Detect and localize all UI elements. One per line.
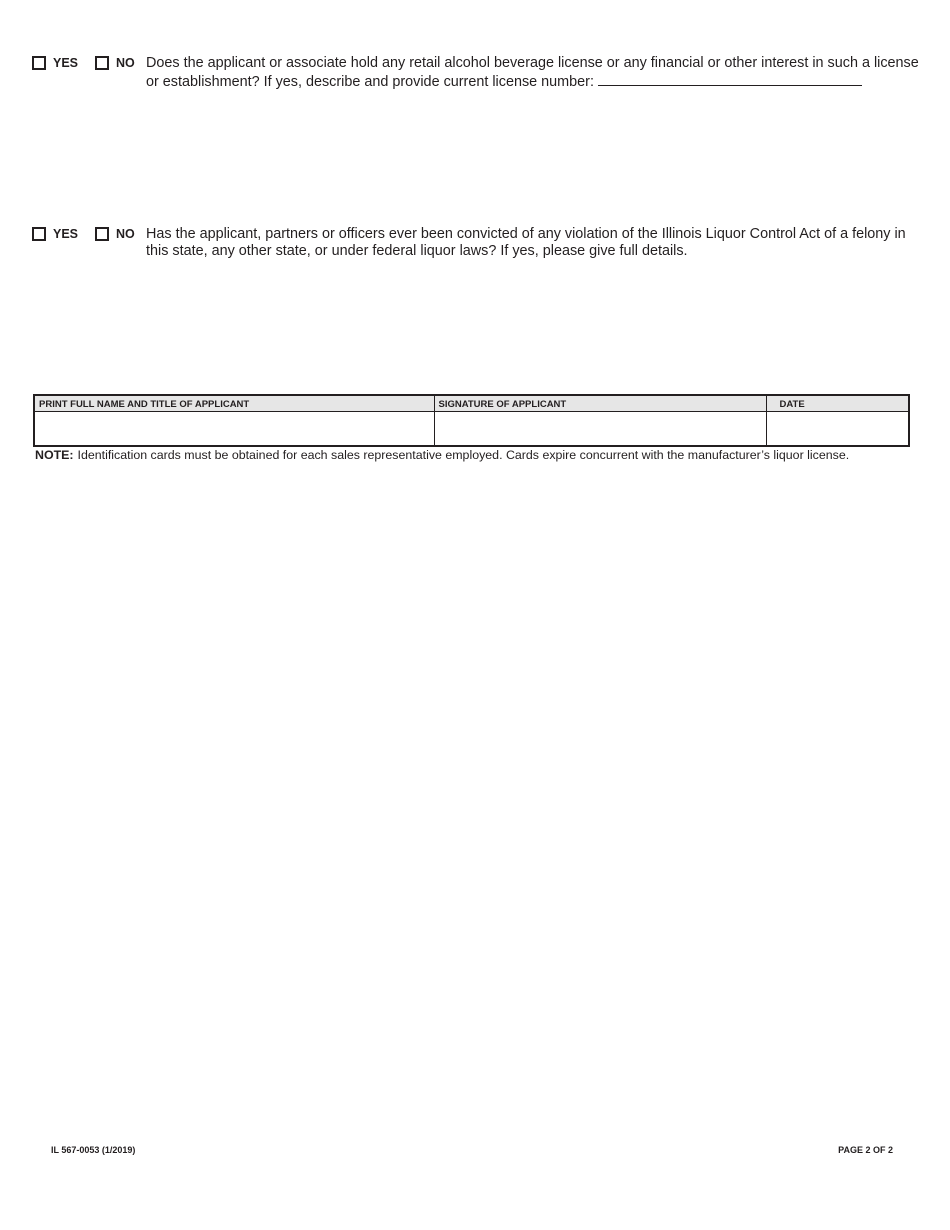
applicant-signature-field[interactable] bbox=[434, 412, 766, 447]
q1-no-checkbox[interactable] bbox=[95, 56, 109, 70]
signature-table-input-row bbox=[34, 412, 909, 447]
q1-yes-checkbox[interactable] bbox=[32, 56, 46, 70]
q1-no-option[interactable] bbox=[95, 56, 135, 70]
signature-table-header-row bbox=[34, 395, 909, 412]
note bbox=[35, 448, 849, 462]
note-text: Identification cards must be obtained for each sales representative employed. Cards expire concurrent with the manufacturer’s liquor license. bbox=[77, 448, 850, 462]
signature-table bbox=[33, 394, 910, 447]
note-label: NOTE: bbox=[35, 448, 74, 462]
q2-yes-checkbox[interactable] bbox=[32, 227, 46, 241]
applicant-name-field[interactable] bbox=[34, 412, 434, 447]
q1-no-label: NO bbox=[116, 56, 135, 70]
q1-yes-option[interactable] bbox=[32, 56, 78, 70]
page-number: PAGE 2 OF 2 bbox=[838, 1145, 893, 1155]
q2-text-line1: Has the applicant, partners or officers ever been convicted of any violation of the Illinois Liquor Control Act of a felony in bbox=[146, 226, 906, 242]
q1-text-line2-wrap bbox=[146, 72, 906, 91]
q2-no-label: NO bbox=[116, 227, 135, 241]
form-id: IL 567-0053 (1/2019) bbox=[51, 1145, 136, 1155]
date-header: DATE bbox=[766, 395, 909, 412]
q1-yes-label: YES bbox=[53, 56, 79, 70]
q1-text bbox=[146, 55, 919, 91]
q1-text-line2: or establishment? If yes, describe and provide current license number: bbox=[146, 74, 594, 90]
date-field[interactable] bbox=[766, 412, 909, 447]
q2-no-option[interactable] bbox=[95, 227, 135, 241]
q2-yes-option[interactable] bbox=[32, 227, 78, 241]
license-number-blank[interactable] bbox=[598, 72, 862, 86]
q2-no-checkbox[interactable] bbox=[95, 227, 109, 241]
q2-text-line2: this state, any other state, or under federal liquor laws? If yes, please give full details. bbox=[146, 243, 688, 259]
applicant-signature-header: SIGNATURE OF APPLICANT bbox=[434, 395, 766, 412]
applicant-name-header: PRINT FULL NAME AND TITLE OF APPLICANT bbox=[34, 395, 434, 412]
q2-yes-label: YES bbox=[53, 227, 79, 241]
q2-text bbox=[146, 226, 906, 260]
q1-text-line1: Does the applicant or associate hold any retail alcohol beverage license or any financial or other interest in such a license bbox=[146, 55, 919, 71]
